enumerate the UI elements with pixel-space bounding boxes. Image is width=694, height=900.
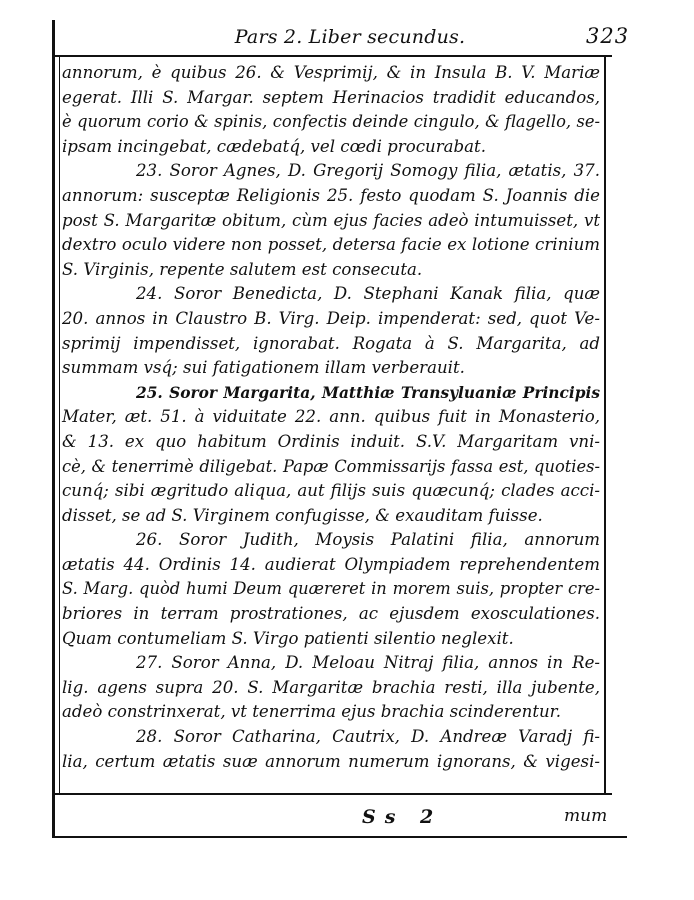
text-line: & 13. ex quo habitum Ordinis induit. S.V. Margaritam vni- xyxy=(62,431,600,451)
running-head: Pars 2. Liber secundus. xyxy=(234,26,466,48)
text-bottom-rule xyxy=(52,793,612,795)
entry-25-start: 25. Soror Margarita, Matthiæ Transyluaniæ Principis xyxy=(136,383,600,402)
text-line: è quorum corio & spinis, confectis deinde cingulo, & flagello, se- xyxy=(62,112,600,132)
text-line: S. Marg. quòd humi Deum quæreret in morem suis, propter cre- xyxy=(62,579,600,599)
text-line: cè, & tenerrimè diligebat. Papæ Commissarijs fassa est, quoties- xyxy=(62,456,600,476)
signature-mark: Ss 2 xyxy=(362,806,443,828)
text-line: disset, se ad S. Virginem confugisse, & exauditam fuisse. xyxy=(62,505,543,525)
text-line: 20. annos in Claustro B. Virg. Deip. impenderat: sed, quot Ve- xyxy=(62,308,600,328)
text-line: cunq́; sibi ægritudo aliqua, aut filijs suis quæcunq́; clades acci- xyxy=(62,481,600,501)
text-line: annorum: susceptæ Religionis 25. festo quodam S. Joannis die xyxy=(62,185,600,205)
left-inner-rule xyxy=(59,56,60,794)
text-line: S. Virginis, repente salutem est consecuta. xyxy=(62,259,423,279)
text-line: lia, certum ætatis suæ annorum numerum ignorans, & vigesi- xyxy=(62,751,600,771)
text-line: ætatis 44. Ordinis 14. audierat Olympiadem reprehendentem xyxy=(62,554,600,574)
text-line: dextro oculo videre non posset, detersa facie ex lotione crinium xyxy=(62,235,600,255)
text-line: adeò constrinxerat, vt tenerrima ejus brachia scinderentur. xyxy=(62,702,562,722)
text-line: egerat. Illi S. Margar. septem Herinacios tradidit educandos, xyxy=(62,87,600,107)
text-line: summam vsq́; sui fatigationem illam verberauit. xyxy=(62,358,465,378)
footer-rule xyxy=(52,836,627,838)
entry-24-start: 24. Soror Benedicta, D. Stephani Kanak filia, quæ xyxy=(136,284,600,304)
text-line: annorum, è quibus 26. & Vesprimij, & in Insula B. V. Mariæ xyxy=(62,63,600,82)
text-line: Mater, æt. 51. à viduitate 22. ann. quibus fuit in Monasterio, xyxy=(62,407,600,427)
right-rule xyxy=(604,56,606,794)
header-rule xyxy=(52,55,612,57)
entry-28-start: 28. Soror Catharina, Cautrix, D. Andreæ Varadj fi- xyxy=(136,727,600,747)
text-line: lig. agens supra 20. S. Margaritæ brachia resti, illa jubente, xyxy=(62,677,600,697)
entry-27-start: 27. Soror Anna, D. Meloau Nitraj filia, annos in Re- xyxy=(136,653,600,673)
left-outer-rule xyxy=(52,20,55,838)
text-line: ipsam incingebat, cædebatq́, vel cœdi procurabat. xyxy=(62,136,486,156)
text-line: post S. Margaritæ obitum, cùm ejus facies adeò intumuisset, vt xyxy=(62,210,600,230)
catchword: mum xyxy=(564,806,608,826)
entry-23-start: 23. Soror Agnes, D. Gregorij Somogy filia, ætatis, 37. xyxy=(136,161,600,181)
entry-26-start: 26. Soror Judith, Moysis Palatini filia, annorum xyxy=(136,530,600,550)
text-line: sprimij impendisset, ignorabat. Rogata à S. Margarita, ad xyxy=(62,333,600,353)
body-text xyxy=(62,61,600,774)
text-line: Quam contumeliam S. Virgo patienti silentio neglexit. xyxy=(62,628,514,648)
text-line: briores in terram prostrationes, ac ejusdem exosculationes. xyxy=(62,604,600,624)
page-number: 323 xyxy=(586,24,630,48)
